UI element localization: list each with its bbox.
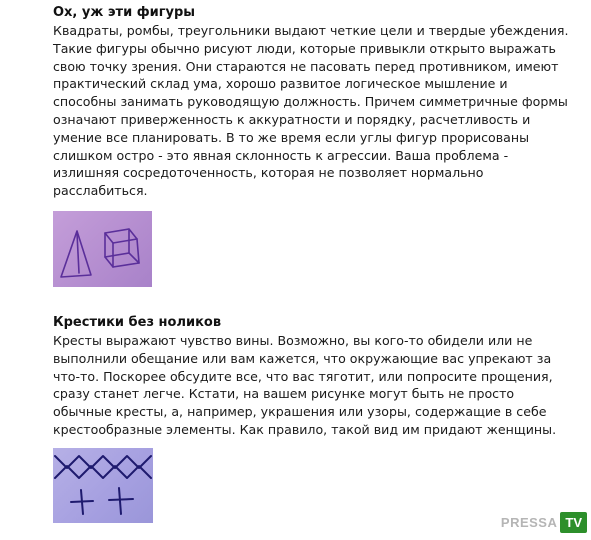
watermark-tv-badge: TV [560, 512, 587, 533]
section-heading: Ох, уж эти фигуры [53, 5, 196, 20]
site-watermark-logo [498, 510, 587, 534]
paragraph-line: что-то. Поскорее обсудите все, что вас тяготит, или попросите прощения, [53, 368, 553, 384]
triangle-and-cube-doodle-icon [53, 211, 152, 287]
paragraph-line: Квадраты, ромбы, треугольники выдают четкие цели и твердые убеждения. [53, 23, 569, 38]
section-heading: Крестики без ноликов [53, 315, 222, 330]
section-paragraph [53, 332, 583, 439]
paragraph-line: крестообразные элементы. Как правило, такой вид им придают женщины. [53, 421, 557, 437]
paragraph-line: излишняя сосредоточенность, которая не позволяет нормально [53, 165, 484, 181]
watermark-pressa-text: PRESSA [500, 514, 558, 530]
article-section-shapes [53, 4, 583, 200]
article-section-crosses [53, 314, 583, 439]
paragraph-line: выполнили обещание или вам кажется, что окружающие вас упрекают за [53, 350, 552, 366]
paragraph-line: Кресты выражают чувство вины. Возможно, вы кого-то обидели или не [53, 333, 533, 348]
paragraph-line: свою точку зрения. Они стараются не пасовать перед противником, имеют [53, 58, 559, 74]
paragraph-line: умение все планировать. В то же время если углы фигур прорисованы [53, 129, 530, 145]
paragraph-line: означают приверженность к аккуратности и порядку, расчетливость и [53, 111, 531, 127]
paragraph-line: слишком остро - это явная склонность к агрессии. Ваша проблема - [53, 147, 509, 163]
paragraph-line: практический склад ума, хорошо развитое логическое мышление и [53, 76, 508, 92]
crosses-pattern-doodle-icon [53, 448, 153, 523]
paragraph-line: Такие фигуры обычно рисуют люди, которые привыкли открыто выражать [53, 40, 556, 56]
paragraph-line: способны занимать руководящую должность. Причем симметричные формы [53, 94, 568, 110]
paragraph-line: обычные кресты, а, например, украшения или узоры, содержащие в себе [53, 404, 547, 420]
paragraph-line: расслабиться. [53, 183, 148, 199]
section-paragraph [53, 22, 583, 200]
paragraph-line: сразу станет легче. Кстати, на вашем рисунке могут быть не просто [53, 386, 515, 402]
